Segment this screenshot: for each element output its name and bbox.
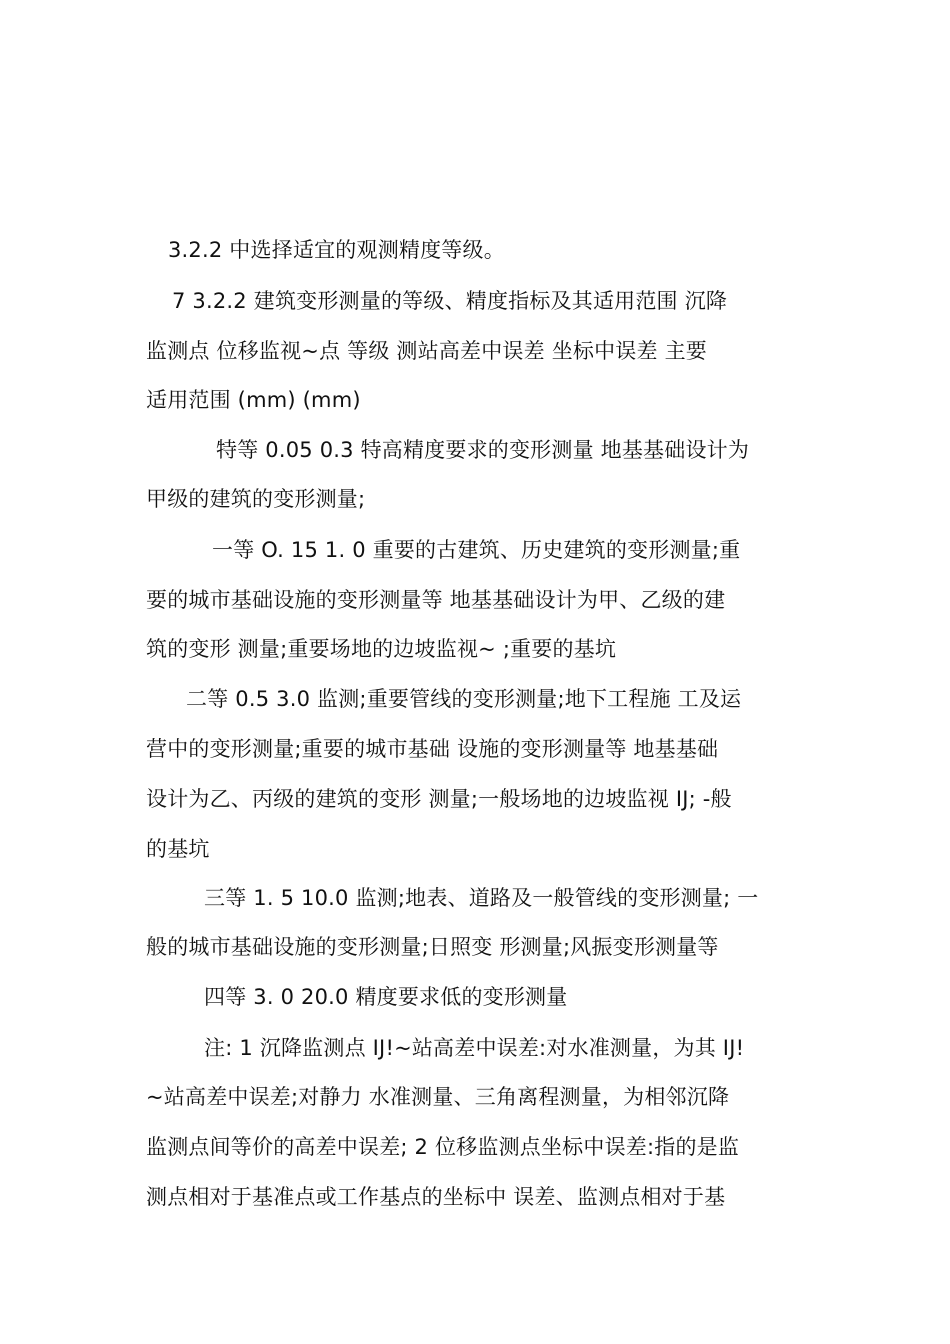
text-line: 四等 3. 0 20.0 精度要求低的变形测量 xyxy=(204,985,568,1009)
text-line: 二等 0.5 3.0 监测;重要管线的变形测量;地下工程施 工及运 xyxy=(186,687,742,711)
text-line: 的基坑 xyxy=(146,837,210,861)
text-line: 营中的变形测量;重要的城市基础 设施的变形测量等 地基基础 xyxy=(146,737,719,761)
text-line: 三等 1. 5 10.0 监测;地表、道路及一般管线的变形测量; 一 xyxy=(204,886,759,910)
text-line: 甲级的建筑的变形测量; xyxy=(146,487,366,511)
text-line: ~站高差中误差;对静力 水准测量、三角离程测量，为相邻沉降 xyxy=(146,1085,730,1109)
text-line: 3.2.2 中选择适宜的观测精度等级。 xyxy=(168,238,505,262)
text-line: 注: 1 沉降监测点 IJ!~站高差中误差:对水准测量，为其 IJ! xyxy=(204,1036,745,1060)
text-line: 适用范围 (mm) (mm) xyxy=(146,388,361,412)
text-line: 监测点间等价的高差中误差; 2 位移监测点坐标中误差:指的是监 xyxy=(146,1135,740,1159)
text-line: 筑的变形 测量;重要场地的边坡监视~ ;重要的基坑 xyxy=(146,637,617,661)
text-line: 要的城市基础设施的变形测量等 地基基础设计为甲、乙级的建 xyxy=(146,588,726,612)
text-line: 测点相对于基准点或工作基点的坐标中 误差、监测点相对于基 xyxy=(146,1185,726,1209)
text-line: 7 3.2.2 建筑变形测量的等级、精度指标及其适用范围 沉降 xyxy=(172,289,728,313)
text-line: 监测点 位移监视~点 等级 测站高差中误差 坐标中误差 主要 xyxy=(146,339,707,363)
text-line: 特等 0.05 0.3 特高精度要求的变形测量 地基基础设计为 xyxy=(216,438,750,462)
text-line: 般的城市基础设施的变形测量;日照变 形测量;风振变形测量等 xyxy=(146,935,719,959)
text-line: 一等 O. 15 1. 0 重要的古建筑、历史建筑的变形测量;重 xyxy=(212,538,741,562)
text-line: 设计为乙、丙级的建筑的变形 测量;一般场地的边坡监视 IJ; -般 xyxy=(146,787,732,811)
